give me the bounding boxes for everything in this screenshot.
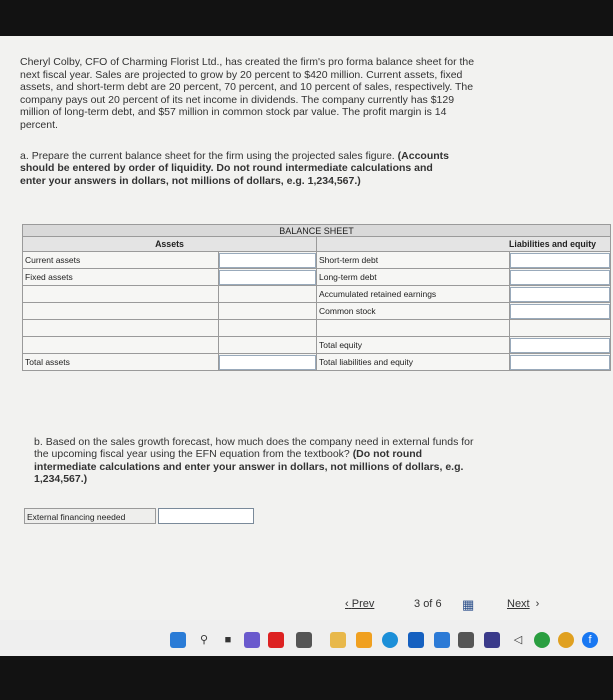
app-icon[interactable] (534, 632, 550, 648)
question-b-prefix: b. (34, 436, 43, 448)
retained-earnings-label: Accumulated retained earnings (317, 286, 510, 303)
total-assets-cell (219, 354, 317, 371)
app-icon[interactable] (458, 632, 474, 648)
balance-sheet-table (22, 224, 611, 371)
app-icon[interactable] (268, 632, 284, 648)
total-liabilities-label: Total liabilities and equity (317, 354, 510, 371)
next-label: Next (507, 598, 530, 610)
empty-cell (23, 303, 219, 320)
fixed-assets-label: Fixed assets (23, 269, 219, 286)
facebook-icon[interactable]: f (582, 632, 598, 648)
next-button[interactable] (507, 598, 539, 610)
table-row (23, 252, 611, 269)
empty-cell (23, 337, 219, 354)
question-b-text: Based on the sales growth forecast, how much does the company need in external funds for the upcoming fiscal year using the EFN equation from the textbook? (34, 436, 474, 461)
fixed-assets-cell (219, 269, 317, 286)
taskbar (0, 620, 613, 660)
task-view-icon[interactable]: ■ (224, 634, 232, 646)
bottom-dark-bar (0, 656, 613, 700)
empty-cell (219, 286, 317, 303)
table-row (23, 303, 611, 320)
short-term-debt-cell (510, 252, 611, 269)
efn-input[interactable] (158, 508, 254, 524)
long-term-debt-cell (510, 269, 611, 286)
chevron-right-icon: › (535, 598, 540, 610)
current-page: 3 (414, 598, 421, 610)
app-icon[interactable] (296, 632, 312, 648)
problem-text: Cheryl Colby, CFO of Charming Florist Ltd., has created the firm's pro forma balance sheet for the next fiscal year. Sales are projected to grow by 20 percent to $420 million. Current assets, fixed assets, and short-term debt are 20 percent, 70 percent, and 10 percent of sales, respectively. The company pays out 20 percent of its net income in dividends. The company currently has $129 million of long-term debt, and $57 million in common stock par value. The profit margin is 14 percent. (20, 56, 475, 131)
search-icon[interactable]: ⚲ (199, 634, 209, 646)
total-liabilities-cell (510, 354, 611, 371)
page-of: of (423, 598, 433, 610)
empty-cell (23, 320, 219, 337)
total-equity-input[interactable] (510, 338, 610, 353)
total-assets-input[interactable] (219, 355, 316, 370)
prev-label: Prev (351, 598, 375, 610)
long-term-debt-label: Long-term debt (317, 269, 510, 286)
edge-icon[interactable] (382, 632, 398, 648)
question-a-prefix: a. (20, 150, 29, 162)
question-a-instruction: (Accounts should be entered by order of liquidity. Do not round intermediate calculations and enter your answers in dollars, not millions of dollars, e.g. 1,234,567.) (20, 150, 449, 187)
balance-sheet-title: BALANCE SHEET (23, 225, 611, 237)
windows-start-icon[interactable] (170, 632, 186, 648)
total-liabilities-input[interactable] (510, 355, 610, 370)
empty-cell (219, 303, 317, 320)
common-stock-input[interactable] (510, 304, 610, 319)
question-b-instruction: (Do not round intermediate calculations and enter your answer in dollars, not millions of dollars, e.g. 1,234,567.) (34, 448, 464, 486)
table-row (23, 320, 611, 337)
pagination (0, 598, 613, 618)
table-row (23, 337, 611, 354)
empty-cell (23, 286, 219, 303)
file-explorer-icon[interactable] (330, 632, 346, 648)
fixed-assets-input[interactable] (219, 270, 316, 285)
top-dark-bar (0, 0, 613, 36)
total-pages: 6 (435, 598, 442, 610)
app-icon[interactable] (408, 632, 424, 648)
common-stock-label: Common stock (317, 303, 510, 320)
short-term-debt-input[interactable] (510, 253, 610, 268)
short-term-debt-label: Short-term debt (317, 252, 510, 269)
question-a (20, 150, 450, 187)
app-icon[interactable] (356, 632, 372, 648)
chevron-left-icon: ‹ (345, 598, 349, 610)
table-row (23, 269, 611, 286)
current-assets-cell (219, 252, 317, 269)
chrome-icon[interactable] (558, 632, 574, 648)
long-term-debt-input[interactable] (510, 270, 610, 285)
chat-icon[interactable] (244, 632, 260, 648)
question-a-text: Prepare the current balance sheet for the firm using the projected sales figure. (31, 150, 395, 162)
table-row (23, 286, 611, 303)
current-assets-label: Current assets (23, 252, 219, 269)
prev-button[interactable] (345, 598, 374, 610)
current-assets-input[interactable] (219, 253, 316, 268)
empty-cell (510, 320, 611, 337)
assets-header: Assets (23, 237, 317, 252)
question-b (34, 436, 474, 486)
efn-row (24, 508, 254, 524)
total-assets-label: Total assets (23, 354, 219, 371)
empty-cell (219, 320, 317, 337)
mail-icon[interactable] (434, 632, 450, 648)
grid-icon[interactable]: ▦ (462, 597, 475, 612)
empty-cell (317, 320, 510, 337)
liabilities-header: Liabilities and equity (317, 237, 611, 252)
empty-cell (219, 337, 317, 354)
page-indicator (414, 598, 442, 610)
arrow-icon[interactable]: ◁ (513, 634, 523, 646)
app-icon[interactable] (484, 632, 500, 648)
efn-label: External financing needed (24, 508, 156, 524)
retained-earnings-cell (510, 286, 611, 303)
common-stock-cell (510, 303, 611, 320)
retained-earnings-input[interactable] (510, 287, 610, 302)
table-row (23, 354, 611, 371)
total-equity-cell (510, 337, 611, 354)
total-equity-label: Total equity (317, 337, 510, 354)
